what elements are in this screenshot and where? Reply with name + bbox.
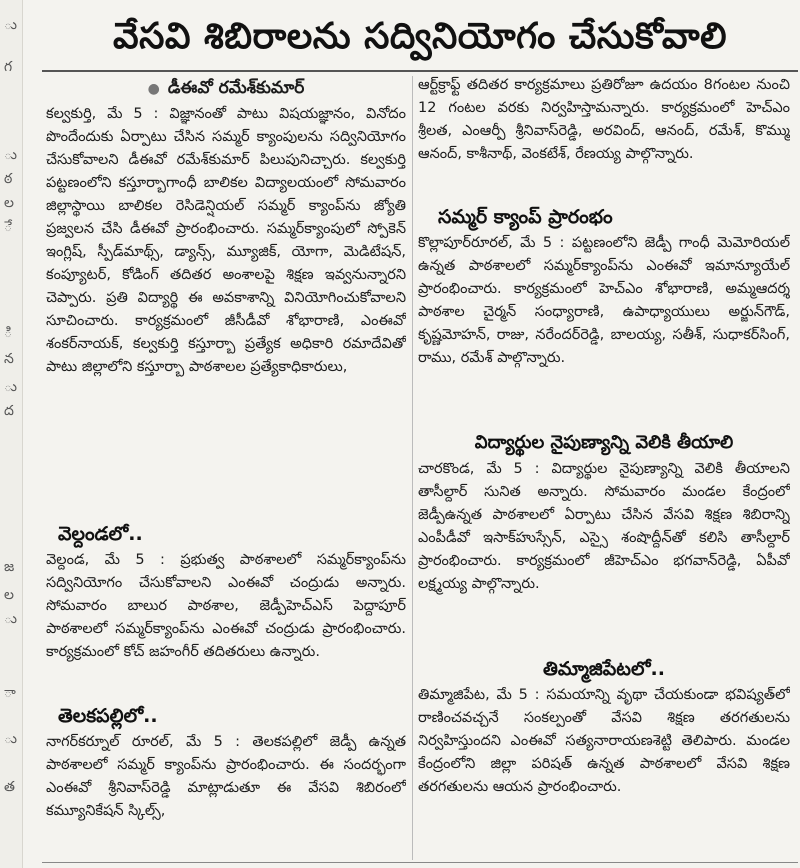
- headline-rule: [42, 70, 798, 72]
- margin-char: జ: [4, 559, 15, 575]
- margin-char: ి: [4, 325, 13, 341]
- article-paragraph: నాగర్‌కర్నూల్‌ రూరల్‌, మే 5 : తెలకపల్లిలో జెడ్పీ ఉన్నత పాఠశాలలో సమ్మర్‌ క్యాంప్‌ను ప్రారంభించారు. ఈ సందర్భంగా ఎంఈవో శ్రీనివాస్‌రెడ్డి మాట్లాడుతూ ఈ వేసవి శిబిరంలో కమ్యూనికేషన్‌ స్కిల్స్‌,: [46, 734, 406, 819]
- margin-char: త: [4, 779, 15, 795]
- subheading-telakapalli: తెలకపల్లిలో..: [58, 705, 158, 727]
- headline: వేసవి శిబిరాలను సద్వినియోగం చేసుకోవాలి: [113, 16, 727, 57]
- bottom-rule: [42, 862, 798, 863]
- subheading-veldanda: వెల్దండలో..: [58, 523, 143, 545]
- article-paragraph: కల్వకుర్తి, మే 5 : విజ్ఞానంతో పాటు విషయజ్ఞానం, వినోదం పొందేందుకు ఏర్పాటు చేసిన సమ్మర్‌ క్యాంపులను సద్వినియోగం చేసుకోవాలని డీఈవో రమేశ్‌కుమార్‌ పిలుపునిచ్చారు. కల్వకుర్తి పట్టణంలోని కస్తూర్బాగాంధీ బాలికల విద్యాలయంలో సోమవారం జిల్లాస్థాయి బాలికల రెసిడెన్షియల్‌ సమ్మర్‌ క్యాంప్‌ను జ్యోతి ప్రజ్వలన చేసి డీఈవో ప్రారంభించారు. సమ్మర్‌క్యాంపులో స్పోకెన్‌ ఇంగ్లిష్‌, స్పీడ్‌మాథ్స్‌, డ్యాన్స్‌, మ్యూజిక్‌, యోగా, మెడిటేషన్‌, కంప్యూటర్‌, కోడింగ్‌ తదితర అంశాలపై శిక్షణ ఇవ్వనున్నారని చెప్పారు. ప్రతి విద్యార్థి ఈ అవకాశాన్ని వినియోగించుకోవాలని సూచించారు. కార్యక్రమంలో జీసీడీవో శోభారాణి, ఎంఈవో శంకర్‌నాయక్‌, కల్వకుర్తి కస్తూర్బా ప్రత్యేక అధికారి రమాదేవితో పాటు జిల్లాలోని కస్తూర్బా పాఠశాలల ప్రత్యేకాధికారులు,: [46, 106, 406, 375]
- byline-text: డీఈవో రమేశ్‌కుమార్‌: [167, 78, 305, 98]
- margin-char: ు: [4, 611, 17, 627]
- adjacent-column-strip: [0, 0, 23, 868]
- column-divider: [412, 76, 413, 860]
- margin-char: ు: [4, 147, 17, 163]
- right-column: [418, 74, 790, 824]
- margin-char: గ: [4, 59, 13, 75]
- article-paragraph: వెల్దండ, మే 5 : ప్రభుత్వ పాఠశాలలో సమ్మర్‌క్యాంప్‌ను సద్వినియోగం చేసుకోవాలని ఎంఈవో చంద్రుడు అన్నారు. సోమవారం బాలుర పాఠశాల, జెడ్పీహెచ్‌ఎస్‌ పెద్దాపూర్‌ పాఠశాలలో సమ్మర్‌క్యాంప్‌ను ఎంఈవో చంద్రుడు ప్రారంభించారు. కార్యక్రమంలో కోచ్‌ జహంగీర్‌ తదితరులు ఉన్నారు.: [46, 552, 406, 660]
- margin-char: ల: [4, 195, 14, 211]
- article-paragraph: చారకొండ, మే 5 : విద్యార్థుల నైపుణ్యాన్ని వెలికి తీయాలని తాసీల్దార్‌ సునిత అన్నారు. సోమవారం మండల కేంద్రంలో జెడ్పీఉన్నత పాఠశాలలో ఏర్పాటు చేసిన వేసవి శిక్షణ శిబిరాన్ని ఎంపీడీవో ఇసాక్‌హుస్సేన్‌, ఎస్సై శంషొద్దీన్‌తో కలిసి తాసీల్దార్‌ ప్రారంభించారు. కార్యక్రమంలో జీహెచ్‌ఎం భగవాన్‌రెడ్డి, ఏపీవో లక్ష్మయ్య పాల్గొన్నారు.: [418, 461, 790, 592]
- margin-char: ే: [4, 219, 13, 235]
- margin-char: ల: [4, 587, 14, 603]
- margin-char: ు: [4, 17, 17, 33]
- bullet-icon: ●: [147, 81, 160, 97]
- subheading-summer-camp: సమ్మర్‌ క్యాంప్‌ ప్రారంభం: [438, 206, 613, 228]
- margin-char: ఠ: [4, 171, 13, 187]
- left-column: [46, 74, 406, 831]
- subheading-thimmajipeta: తిమ్మాజిపేటలో..: [543, 658, 665, 680]
- subheading-students-skills: విద్యార్థుల నైపుణ్యాన్ని వెలికి తీయాలి: [474, 432, 734, 453]
- article-paragraph: ఆర్ట్‌క్రాఫ్ట్‌ తదితర కార్యక్రమాలు ప్రతిరోజూ ఉదయం 8గంటల నుంచి 12 గంటల వరకు నిర్వహిస్తామన్నారు. కార్యక్రమంలో హెచ్‌ఎం శ్రీలత, ఎంఆర్పీ శ్రీనివాస్‌రెడ్డి, అరవింద్‌, ఆనంద్‌, రమేశ్‌, కొమ్ము ఆనంద్‌, కాశీనాథ్‌, వెంకటేశ్‌, రేణయ్య పాల్గొన్నారు.: [418, 77, 790, 162]
- margin-char: ు: [4, 379, 17, 395]
- margin-char: న: [4, 351, 14, 367]
- byline: [46, 74, 406, 103]
- margin-char: ా: [4, 685, 16, 701]
- article-paragraph: కొల్లాపూర్‌రూరల్‌, మే 5 : పట్టణంలోని జెడ్పీ గాంధీ మెమోరియల్‌ ఉన్నత పాఠశాలలో సమ్మర్‌క్యాంప్‌ను ఎంఈవో ఇమాన్యూయేల్‌ ప్రారంభించారు. కార్యక్రమంలో హెచ్‌ఎం శోభారాణి, అమ్మఆదర్శ పాఠశాల చైర్మన్‌ సంధ్యారాణి, ఉపాధ్యాయులు అర్జున్‌గౌడ్‌, కృష్ణమోహన్‌, రాజు, నరేందర్‌రెడ్డి, బాలయ్య, సతీశ్‌, సుధాకర్‌సింగ్‌, రాము, రమేశ్‌ పాల్గొన్నారు.: [418, 235, 790, 366]
- margin-char: ద: [4, 403, 14, 419]
- margin-char: ు: [4, 731, 17, 747]
- article-paragraph: తిమ్మాజిపేట, మే 5 : సమయాన్ని వృథా చేయకుండా భవిష్యత్‌లో రాణించవచ్చనే సంకల్పంతో వేసవి శిక్షణ తరగతులను నిర్వహిస్తుందని ఎంఈవో సత్యనారాయణశెట్టి తెలిపారు. మండల కేంద్రంలోని జిల్లా పరిషత్‌ ఉన్నత పాఠశాలలో వేసవి శిక్షణ తరగతులను ఆయన ప్రారంభించారు.: [418, 687, 790, 795]
